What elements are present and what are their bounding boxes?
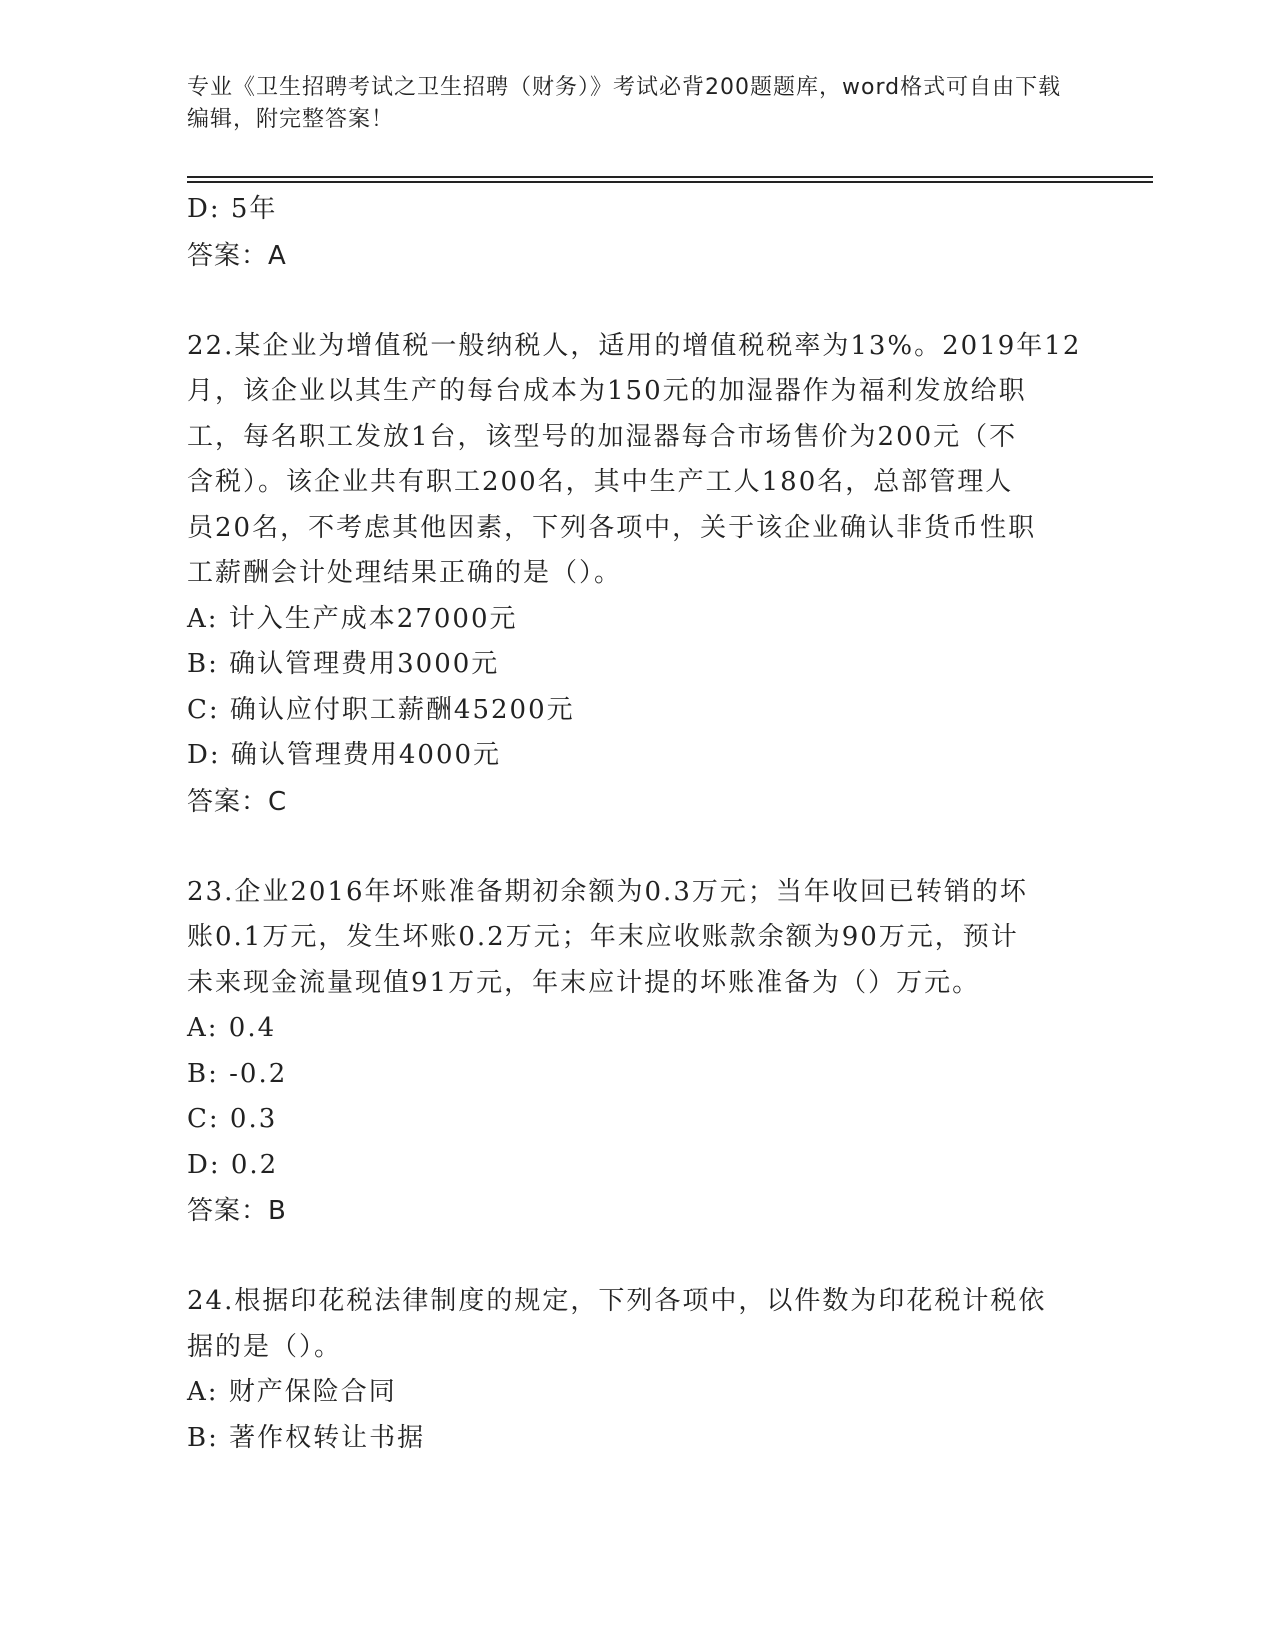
option-c: C: 确认应付职工薪酬45200元 bbox=[187, 694, 575, 725]
header-rule-top bbox=[187, 176, 1153, 178]
question-stem-line: 月，该企业以其生产的每台成本为150元的加湿器作为福利发放给职 bbox=[187, 376, 1027, 406]
option-a: A: 0.4 bbox=[187, 1013, 277, 1043]
prev-answer: 答案：A bbox=[187, 240, 287, 271]
question-stem-line: 24.根据印花税法律制度的规定，下列各项中，以件数为印花税计税依 bbox=[187, 1286, 1047, 1316]
prev-option-d: D: 5年 bbox=[187, 194, 278, 224]
option-b: B: 著作权转让书据 bbox=[187, 1422, 426, 1453]
option-d: D: 确认管理费用4000元 bbox=[187, 740, 502, 770]
question-stem-line: 员20名，不考虑其他因素，下列各项中，关于该企业确认非货币性职 bbox=[187, 512, 1037, 543]
option-a: A: 计入生产成本27000元 bbox=[187, 603, 518, 634]
spacer bbox=[187, 279, 1087, 324]
spacer bbox=[187, 1234, 1087, 1279]
question-stem-line: 22.某企业为增值税一般纳税人，适用的增值税税率为13%。2019年12 bbox=[187, 330, 1082, 361]
question-stem-line: 工薪酬会计处理结果正确的是（）。 bbox=[187, 558, 623, 588]
question-stem-line: 含税）。该企业共有职工200名，其中生产工人180名，总部管理人 bbox=[187, 467, 1014, 497]
option-a: A: 财产保险合同 bbox=[187, 1377, 397, 1407]
answer-label: 答案：C bbox=[187, 786, 288, 817]
header-rule-bottom bbox=[187, 181, 1153, 183]
option-b: B: -0.2 bbox=[187, 1058, 288, 1089]
question-23 bbox=[187, 870, 1087, 1235]
question-24 bbox=[187, 1279, 1087, 1461]
answer-label: 答案：B bbox=[187, 1196, 287, 1226]
question-stem-line: 工，每名职工发放1台，该型号的加湿器每合市场售价为200元（不 bbox=[187, 421, 1018, 452]
option-d: D: 0.2 bbox=[187, 1149, 279, 1180]
option-b: B: 确认管理费用3000元 bbox=[187, 649, 500, 679]
question-stem-line: 据的是（）。 bbox=[187, 1331, 343, 1362]
spacer bbox=[187, 825, 1087, 870]
question-stem-line: 23.企业2016年坏账准备期初余额为0.3万元；当年收回已转销的坏 bbox=[187, 876, 1028, 907]
question-stem-line: 账0.1万元，发生坏账0.2万元；年末应收账款余额为90万元，预计 bbox=[187, 922, 1019, 952]
document-header: 专业《卫生招聘考试之卫生招聘（财务）》考试必背200题题库，word格式可自由下载编辑，附完整答案！ bbox=[187, 75, 1062, 132]
option-c: C: 0.3 bbox=[187, 1104, 278, 1134]
question-22 bbox=[187, 324, 1087, 825]
question-stem-line: 未来现金流量现值91万元，年末应计提的坏账准备为（）万元。 bbox=[187, 967, 981, 998]
document-body bbox=[187, 187, 1087, 1461]
